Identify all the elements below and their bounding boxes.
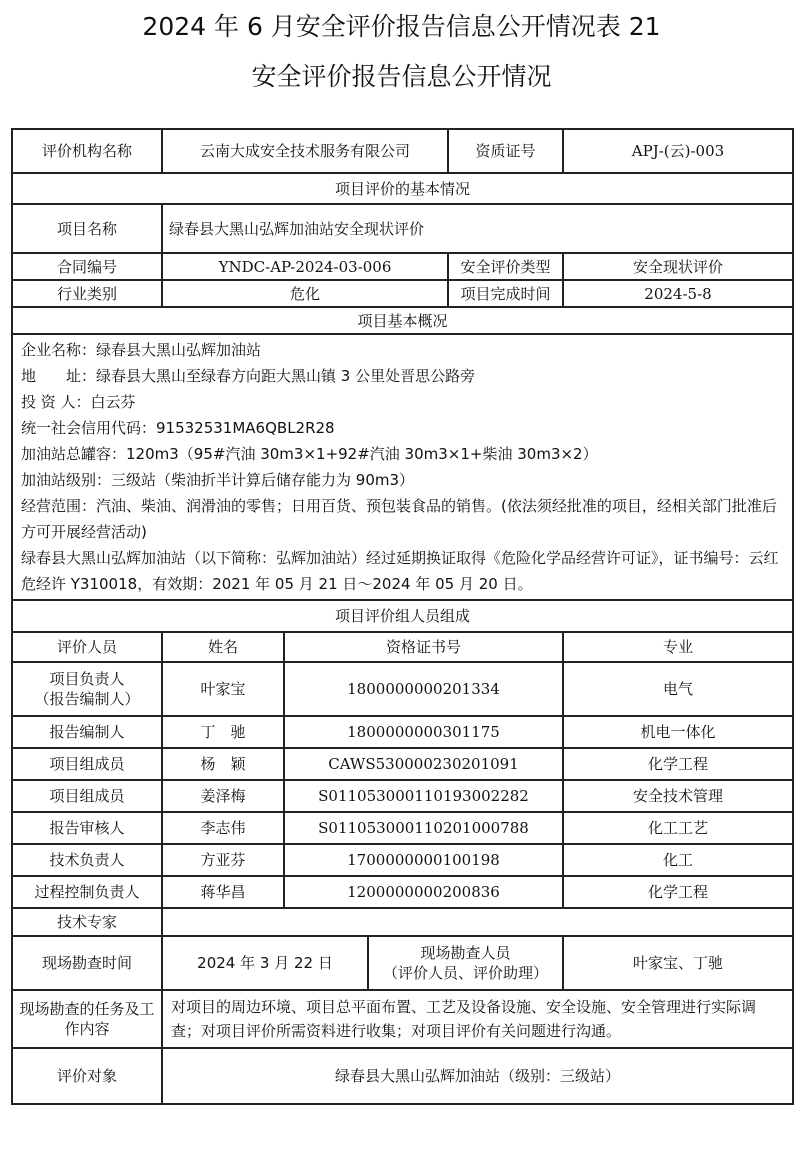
- survey-time-label: 现场勘查时间: [12, 936, 162, 990]
- team-role: 过程控制负责人: [12, 876, 162, 908]
- team-cert: 1800000000301175: [284, 716, 563, 748]
- overview-line-address: 地 址：绿春县大黑山至绿春方向距大黑山镇 3 公里处晋思公路旁: [21, 367, 476, 385]
- team-row: [12, 812, 793, 844]
- overview-line-scope: 经营范围：汽油、柴油、润滑油的零售；日用百货、预包装食品的销售。(依法须经批准的项目，经相关部门批准后方可开展经营活动): [21, 497, 777, 541]
- cert-label: 资质证号: [448, 129, 563, 173]
- overview-line-license: 绿春县大黑山弘辉加油站（以下简称：弘辉加油站）经过延期换证取得《危险化学品经营许可证》，证书编号：云红危经许 Y310018，有效期：2021 年 05 月 21 日～2024 年 05 月 20 日。: [21, 549, 779, 593]
- team-cert: S011053000110201000788: [284, 812, 563, 844]
- section-header-basic: 项目评价的基本情况: [12, 173, 793, 204]
- table-row: [12, 307, 793, 334]
- team-name: 蒋华昌: [162, 876, 284, 908]
- expert-value: [162, 908, 793, 936]
- team-major: 安全技术管理: [563, 780, 793, 812]
- finish-label: 项目完成时间: [448, 280, 563, 307]
- survey-task-label: 现场勘查的任务及工作内容: [12, 990, 162, 1048]
- team-major: 化工工艺: [563, 812, 793, 844]
- team-role: 项目组成员: [12, 748, 162, 780]
- overview-line-company: 企业名称：绿春县大黑山弘辉加油站: [21, 341, 262, 359]
- object-value: 绿春县大黑山弘辉加油站（级别：三级站）: [162, 1048, 793, 1104]
- overview-line-tank: 加油站总罐容：120m3（95#汽油 30m3×1+92#汽油 30m3×1+柴油 30m3×2）: [21, 445, 598, 463]
- table-row: [12, 334, 793, 600]
- table-row: [12, 253, 793, 280]
- team-role: 报告编制人: [12, 716, 162, 748]
- table-row: [12, 129, 793, 173]
- team-name: 丁 驰: [162, 716, 284, 748]
- expert-label: 技术专家: [12, 908, 162, 936]
- finish-value: 2024-5-8: [563, 280, 793, 307]
- section-header-overview: 项目基本概况: [12, 307, 793, 334]
- table-row: [12, 204, 793, 253]
- survey-people-value: 叶家宝、丁驰: [563, 936, 793, 990]
- contract-label: 合同编号: [12, 253, 162, 280]
- team-col-name: 姓名: [162, 632, 284, 662]
- team-row: [12, 716, 793, 748]
- team-name: 叶家宝: [162, 662, 284, 716]
- table-row: [12, 908, 793, 936]
- survey-time-value: 2024 年 3 月 22 日: [162, 936, 368, 990]
- team-row: [12, 876, 793, 908]
- table-row: [12, 173, 793, 204]
- object-label: 评价对象: [12, 1048, 162, 1104]
- table-row: [12, 936, 793, 990]
- eval-type-label: 安全评价类型: [448, 253, 563, 280]
- eval-type-value: 安全现状评价: [563, 253, 793, 280]
- team-major: 电气: [563, 662, 793, 716]
- table-row: [12, 600, 793, 632]
- team-name: 杨 颖: [162, 748, 284, 780]
- team-cert: 1200000000200836: [284, 876, 563, 908]
- disclosure-table: [11, 128, 794, 1105]
- section-header-team: 项目评价组人员组成: [12, 600, 793, 632]
- survey-people-label-line1: 现场勘查人员: [420, 944, 511, 962]
- page-title: 2024 年 6 月安全评价报告信息公开情况表 21: [142, 12, 661, 41]
- team-name: 方亚芬: [162, 844, 284, 876]
- team-row: [12, 844, 793, 876]
- project-name-value: 绿春县大黑山弘辉加油站安全现状评价: [162, 204, 793, 253]
- survey-people-label: [368, 936, 563, 990]
- team-role-line1: 项目负责人: [49, 670, 125, 688]
- project-name-label: 项目名称: [12, 204, 162, 253]
- team-major: 化学工程: [563, 748, 793, 780]
- team-major: 化工: [563, 844, 793, 876]
- team-cert: 1800000000201334: [284, 662, 563, 716]
- team-row: [12, 662, 793, 716]
- team-role: [12, 662, 162, 716]
- survey-task-value: 对项目的周边环境、项目总平面布置、工艺及设备设施、安全设施、安全管理进行实际调查；对项目评价所需资料进行收集；对项目评价有关问题进行沟通。: [162, 990, 793, 1048]
- table-row: [12, 1048, 793, 1104]
- team-cert: 1700000000100198: [284, 844, 563, 876]
- overview-line-investor: 投 资 人：白云芬: [21, 393, 136, 411]
- page-subtitle: 安全评价报告信息公开情况: [251, 62, 552, 91]
- team-name: 李志伟: [162, 812, 284, 844]
- org-value: 云南大成安全技术服务有限公司: [162, 129, 448, 173]
- org-label: 评价机构名称: [12, 129, 162, 173]
- team-major: 化学工程: [563, 876, 793, 908]
- team-major: 机电一体化: [563, 716, 793, 748]
- overview-line-credit-code: 统一社会信用代码：91532531MA6QBL2R28: [21, 419, 335, 437]
- team-name: 姜泽梅: [162, 780, 284, 812]
- team-col-major: 专业: [563, 632, 793, 662]
- team-col-cert: 资格证书号: [284, 632, 563, 662]
- team-role: 项目组成员: [12, 780, 162, 812]
- survey-people-label-line2: （评价人员、评价助理）: [382, 964, 548, 982]
- team-col-role: 评价人员: [12, 632, 162, 662]
- contract-value: YNDC-AP-2024-03-006: [162, 253, 448, 280]
- overview-line-level: 加油站级别：三级站（柴油折半计算后储存能力为 90m3）: [21, 471, 415, 489]
- industry-label: 行业类别: [12, 280, 162, 307]
- project-overview: [12, 334, 793, 600]
- table-row: [12, 280, 793, 307]
- team-role: 技术负责人: [12, 844, 162, 876]
- team-role: 报告审核人: [12, 812, 162, 844]
- team-header-row: [12, 632, 793, 662]
- team-cert: S011053000110193002282: [284, 780, 563, 812]
- cert-value: APJ-(云)-003: [563, 129, 793, 173]
- team-row: [12, 780, 793, 812]
- industry-value: 危化: [162, 280, 448, 307]
- table-row: [12, 990, 793, 1048]
- team-cert: CAWS530000230201091: [284, 748, 563, 780]
- team-role-line2: （报告编制人）: [34, 690, 140, 708]
- team-row: [12, 748, 793, 780]
